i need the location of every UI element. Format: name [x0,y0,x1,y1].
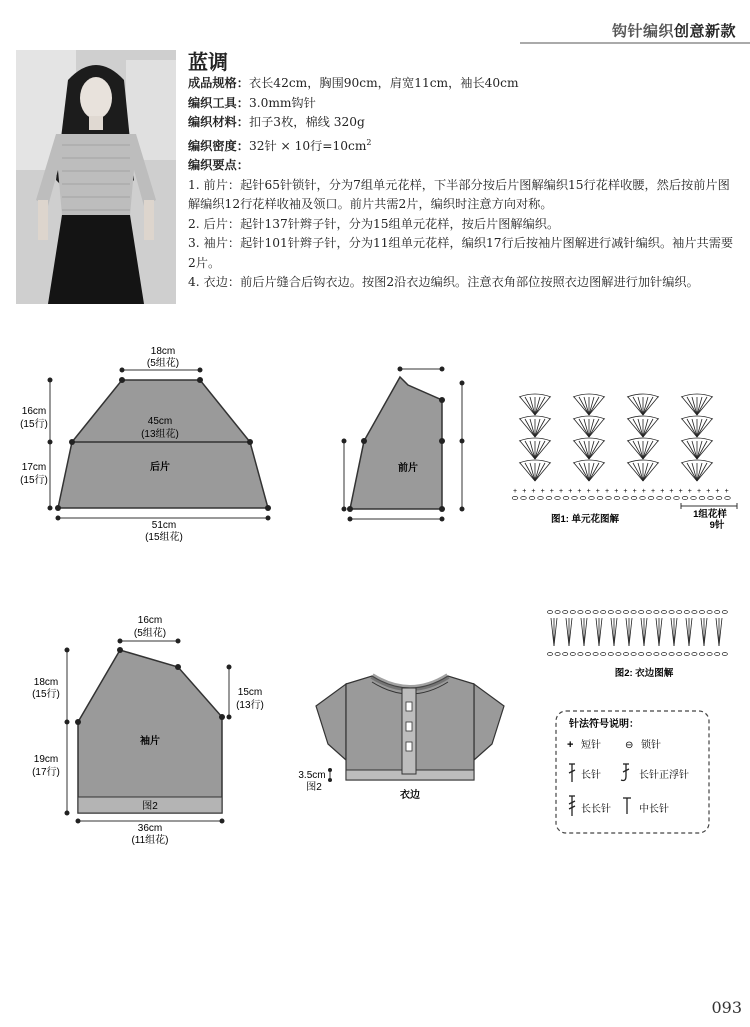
chain-mark [597,496,603,499]
single-crochet-mark: + [568,488,573,495]
chain-mark [640,496,646,499]
chain-mark [669,653,674,656]
legend-item-label: 短针 [581,740,601,751]
chain-mark [699,496,705,499]
single-crochet-mark: + [522,488,527,495]
back-top-groups: (5组花) [146,358,180,369]
sleeve-right-height: 15cm [237,687,263,698]
figure1-unit-pattern [505,385,745,535]
single-crochet-mark: + [614,488,619,495]
edging-fan [581,618,587,646]
chain-mark [572,496,578,499]
single-crochet-mark: + [641,488,646,495]
chain-mark [631,653,636,656]
single-crochet-icon: + [567,739,574,751]
fan-stitch [573,438,605,459]
chain-mark [606,496,612,499]
chain-mark [716,496,722,499]
legend-item-label: 中长针 [639,804,669,815]
chain-mark [661,653,666,656]
chain-mark [623,611,628,614]
chain-mark [722,653,727,656]
single-crochet-mark: + [549,488,554,495]
series-suffix: 创意新款 [673,22,736,40]
page-number: 093 [711,998,742,1017]
single-crochet-mark: + [586,488,591,495]
header-rule [520,42,750,44]
chain-mark [538,496,544,499]
chain-mark [674,496,680,499]
front-post-double-crochet-icon [621,764,629,781]
single-crochet-mark: + [715,488,720,495]
chain-mark [661,611,666,614]
sleeve-diagram [0,605,290,855]
fan-stitch [627,438,659,459]
chain-mark [631,496,637,499]
figure1-repeat-label: 1组花样 [693,509,727,520]
chain-mark [623,653,628,656]
legend-item-label: 长长针 [581,804,611,815]
sleeve-upper-height: 18cm [33,677,59,688]
spec-value: 扣子3枚，棉线 320g [248,115,365,129]
chain-mark [593,653,598,656]
fan-stitch [681,460,713,481]
fan-stitch [681,394,713,415]
spec-label: 成品规格： [188,76,249,90]
edging-fan [611,618,617,646]
back-top-cm: 18cm [150,346,176,357]
chain-mark [684,653,689,656]
single-crochet-mark: + [540,488,545,495]
sleeve-band-label: 图2 [142,801,158,812]
sleeve-top-groups: (5组花) [133,628,167,639]
fan-stitch [681,416,713,437]
back-mid-groups: (13组花) [141,429,179,440]
garment-diagram [290,670,520,805]
chain-mark [648,496,654,499]
legend-title: 针法符号说明： [569,719,639,730]
single-crochet-mark: + [623,488,628,495]
chain-mark [639,611,644,614]
fan-stitch [573,394,605,415]
edging-fan [671,618,677,646]
single-crochet-mark: + [595,488,600,495]
chain-mark [699,653,704,656]
single-crochet-mark: + [651,488,656,495]
chain-mark [601,653,606,656]
chain-mark [646,611,651,614]
chain-mark [715,653,720,656]
spec-label: 编织要点： [188,158,249,173]
chain-mark [555,611,560,614]
chain-mark [616,611,621,614]
chain-mark [555,496,561,499]
chain-mark [547,653,552,656]
edge-width-cm: 3.5cm [298,770,326,781]
single-crochet-mark: + [513,488,518,495]
figure1-caption: 图1: 单元花图解 [550,514,620,525]
edging-fan [686,618,692,646]
fan-stitch [681,438,713,459]
back-bottom-groups: (15组花) [145,532,183,543]
fan-stitch [573,416,605,437]
chain-mark [563,653,568,656]
chain-mark [665,496,671,499]
spec-value: 32针 × 10行=10cm [248,138,367,153]
spec-points [188,156,738,176]
chain-mark [578,611,583,614]
chain-mark [593,611,598,614]
chain-mark [654,611,659,614]
chain-mark [608,653,613,656]
chain-mark [521,496,527,499]
chain-mark [563,496,569,499]
chain-mark [578,653,583,656]
single-crochet-mark: + [605,488,610,495]
back-upper-rows: (15行) [20,419,48,430]
edging-fan [566,618,572,646]
spec-block [188,74,738,293]
chain-mark [722,611,727,614]
spec-tools [188,94,738,114]
edging-fan [641,618,647,646]
edging-fan [656,618,662,646]
back-piece-label: 后片 [150,462,170,473]
single-crochet-mark: + [669,488,674,495]
chain-mark [677,611,682,614]
sleeve-upper-rows: (15行) [32,689,60,700]
garment-label: 衣边 [400,790,420,801]
chain-mark [715,611,720,614]
chain-mark [691,496,697,499]
sleeve-lower-rows: (17行) [32,767,60,778]
sleeve-bottom-groups: (11组花) [131,835,169,846]
figure1-repeat-count: 9针 [709,520,725,531]
series-title [612,20,736,41]
spec-value: 3.0mm钩针 [248,95,316,110]
back-lower-rows: (15行) [20,475,48,486]
sleeve-bottom-cm: 36cm [137,823,163,834]
chain-mark [580,496,586,499]
chain-mark [614,496,620,499]
spec-label: 编织密度： [188,138,249,153]
sleeve-label: 袖片 [140,736,160,747]
chain-mark [601,611,606,614]
chain-mark [707,653,712,656]
edging-fan [701,618,707,646]
chain-mark [669,611,674,614]
single-crochet-mark: + [687,488,692,495]
chain-mark [725,496,731,499]
chain-mark [570,611,575,614]
fan-stitch [519,416,551,437]
spec-label: 编织材料： [188,115,249,129]
fan-stitch [519,460,551,481]
back-upper-height: 16cm [21,406,47,417]
sleeve-top-cm: 16cm [137,615,163,626]
edging-fan [596,618,602,646]
pattern-title: 蓝调 [188,50,228,74]
legend-item-label: 锁针 [641,740,661,751]
fan-stitch-grid [512,394,730,500]
chain-mark [512,496,518,499]
chain-mark [589,496,595,499]
single-crochet-mark: + [632,488,637,495]
chain-icon: ⊖ [625,740,634,751]
chain-mark [547,611,552,614]
single-crochet-mark: + [697,488,702,495]
fan-stitch [627,416,659,437]
single-crochet-mark: + [724,488,729,495]
single-crochet-mark: + [559,488,564,495]
fan-stitch [627,460,659,481]
chain-mark [639,653,644,656]
chain-mark [707,611,712,614]
chain-mark [657,496,663,499]
single-crochet-mark: + [531,488,536,495]
chain-mark [692,611,697,614]
legend-item-label: 长针正浮针 [639,770,689,781]
density-superscript: 2 [366,137,372,147]
edge-figure-ref: 图2 [306,782,322,793]
back-piece-diagram [0,330,300,550]
sleeve-right-rows: (13行) [236,700,264,711]
chain-mark [616,653,621,656]
chain-mark [546,496,552,499]
single-crochet-mark: + [706,488,711,495]
back-lower-height: 17cm [21,462,47,473]
step-back: 2. 后片：起针137针辫子针，分为15组单元花样，按后片图解编织。 [188,216,560,231]
chain-mark [555,653,560,656]
edging-fan [551,618,557,646]
edging-fan [716,618,722,646]
spec-value: 衣长42cm，胸围90cm，肩宽11cm，袖长40cm [248,76,519,90]
front-piece-diagram [330,355,480,530]
sleeve-lower-height: 19cm [33,754,59,765]
back-bottom-cm: 51cm [151,520,177,531]
chain-mark [699,611,704,614]
fan-stitch [519,438,551,459]
half-double-crochet-icon [623,798,631,814]
step-front: 1. 前片：起针65针锁针，分为7组单元花样，下半部分按后片图解编织15行花样收腰，然后按前片图解编织12行花样收袖及领口。前片共需2片，编织时注意方向对称。 [188,177,730,212]
chain-mark [608,611,613,614]
fan-stitch [519,394,551,415]
spec-size [188,74,738,94]
chain-mark [682,496,688,499]
figure2-caption: 图2: 衣边图解 [614,668,674,679]
chain-mark [623,496,629,499]
chain-mark [684,611,689,614]
back-piece-shape [58,380,268,508]
edging-fan [626,618,632,646]
chain-mark [646,653,651,656]
step-edging: 4. 衣边：前后片缝合后钩衣边。按图2沿衣边编织。注意衣角部位按照衣边图解进行加针编织。 [188,275,699,290]
chain-mark [585,611,590,614]
chain-mark [585,653,590,656]
figure2-edging [540,600,740,680]
chain-mark [654,653,659,656]
treble-crochet-icon [569,796,575,816]
double-crochet-icon [569,764,575,782]
sleeve-shape [78,650,222,813]
single-crochet-mark: + [577,488,582,495]
chain-mark [692,653,697,656]
single-crochet-mark: + [678,488,683,495]
series-prefix: 钩针编织 [611,22,674,40]
stitch-legend [555,710,710,835]
spec-label: 编织工具： [188,95,249,110]
spec-density [188,133,738,157]
back-mid-cm: 45cm [147,416,173,427]
chain-mark [529,496,535,499]
chain-mark [631,611,636,614]
chain-mark [708,496,714,499]
edging-stitch-rows [547,611,727,656]
chain-mark [677,653,682,656]
model-photo [16,50,176,304]
spec-materials [188,113,738,133]
legend-item-label: 长针 [581,770,601,781]
front-piece-label: 前片 [398,463,418,474]
chain-mark [570,653,575,656]
chain-mark [563,611,568,614]
fan-stitch [573,460,605,481]
model-illustration [16,50,176,304]
single-crochet-mark: + [660,488,665,495]
step-sleeve: 3. 袖片：起针101针辫子针，分为11组单元花样，编织17行后按袖片图解进行减针编织。袖片共需要2片。 [188,236,734,270]
fan-stitch [627,394,659,415]
